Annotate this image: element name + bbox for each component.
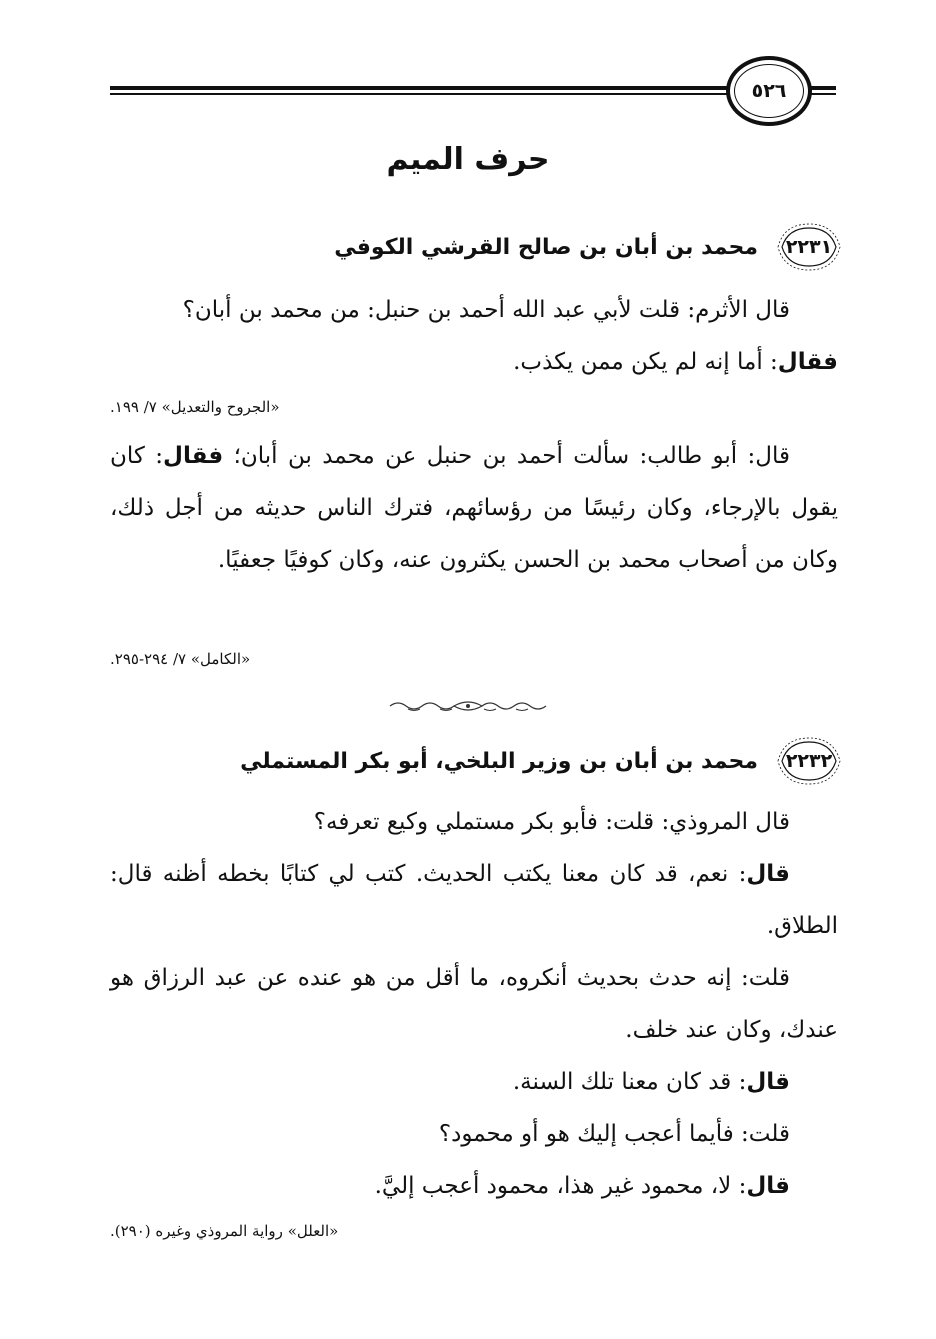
paragraph: [110, 1108, 838, 1160]
source-text: «العلل» رواية المروذي وغيره (٢٩٠).: [110, 1222, 339, 1240]
source-citation: [110, 1222, 838, 1240]
source-citation: [110, 398, 838, 416]
entry-title: محمد بن أبان بن صالح القرشي الكوفي: [334, 234, 758, 260]
text-line: قلت: فأيما أعجب إليك هو أو محمود؟: [438, 1121, 790, 1147]
divider-ornament-icon: [388, 698, 548, 714]
entry-heading: [100, 736, 844, 786]
page-number-text: ٥٢٦: [751, 80, 787, 102]
paragraph: [110, 284, 838, 388]
paragraph: [110, 430, 838, 586]
text-line: : لا، محمود غير هذا، محمود أعجب إليَّ.: [374, 1173, 747, 1199]
paragraph: [110, 1160, 838, 1212]
source-text: «الجروح والتعديل» ٧/ ١٩٩.: [110, 398, 280, 416]
text-line: : نعم، قد كان معنا يكتب الحديث. كتب لي كتابًا بخطه أظنه قال: الطلاق.: [110, 861, 838, 939]
text-line: قال: أبو طالب: سألت أحمد بن حنبل عن محمد بن أبان؛: [223, 443, 790, 469]
entry-title: محمد بن أبان بن وزير البلخي، أبو بكر المستملي: [240, 748, 758, 774]
text-line: قال الأثرم: قلت لأبي عبد الله أحمد بن حنبل: من محمد بن أبان؟: [182, 297, 790, 323]
paragraph: [110, 848, 838, 952]
speaker-label: فقال: [162, 443, 224, 469]
header-rule-thin: [110, 93, 732, 95]
speaker-label: فقال: [777, 349, 838, 375]
text-line: قلت: إنه حدث بحديث أنكروه، ما أقل من هو عنده عن عبد الرزاق هو عندك، وكان عند خلف.: [110, 965, 838, 1043]
text-punct: :: [155, 443, 163, 469]
header-rule: [110, 86, 732, 90]
source-text: «الكامل» ٧/ ٢٩٤-٢٩٥.: [110, 650, 251, 668]
paragraph: [110, 952, 838, 1056]
text-line: قال المروذي: قلت: فأبو بكر مستملي وكيع تعرفه؟: [313, 809, 790, 835]
source-citation: [110, 650, 838, 668]
entry-number-badge: [774, 736, 844, 786]
text-line: كان يقول بالإرجاء، وكان رئيسًا من رؤسائهم، فترك الناس حديثه من أجل ذلك، وكان من أصحاب محمد بن الحسن يكثرون عنه، وكان كوفيًا جعفيًا.: [110, 443, 838, 573]
entry-number: ٢٢٣٢: [785, 750, 833, 772]
paragraph: [110, 796, 838, 848]
speaker-label: قال: [746, 1069, 790, 1095]
entry-number: ٢٢٣١: [785, 236, 833, 258]
text-line: : أما إنه لم يكن ممن يكذب.: [513, 349, 778, 375]
text-line: : قد كان معنا تلك السنة.: [512, 1069, 747, 1095]
speaker-label: قال: [746, 861, 790, 887]
page-number: [726, 56, 812, 126]
entry-number-badge: [774, 222, 844, 272]
entry-heading: [100, 222, 844, 272]
paragraph: [110, 1056, 838, 1108]
chapter-title: حرف الميم: [386, 142, 550, 177]
speaker-label: قال: [746, 1173, 790, 1199]
